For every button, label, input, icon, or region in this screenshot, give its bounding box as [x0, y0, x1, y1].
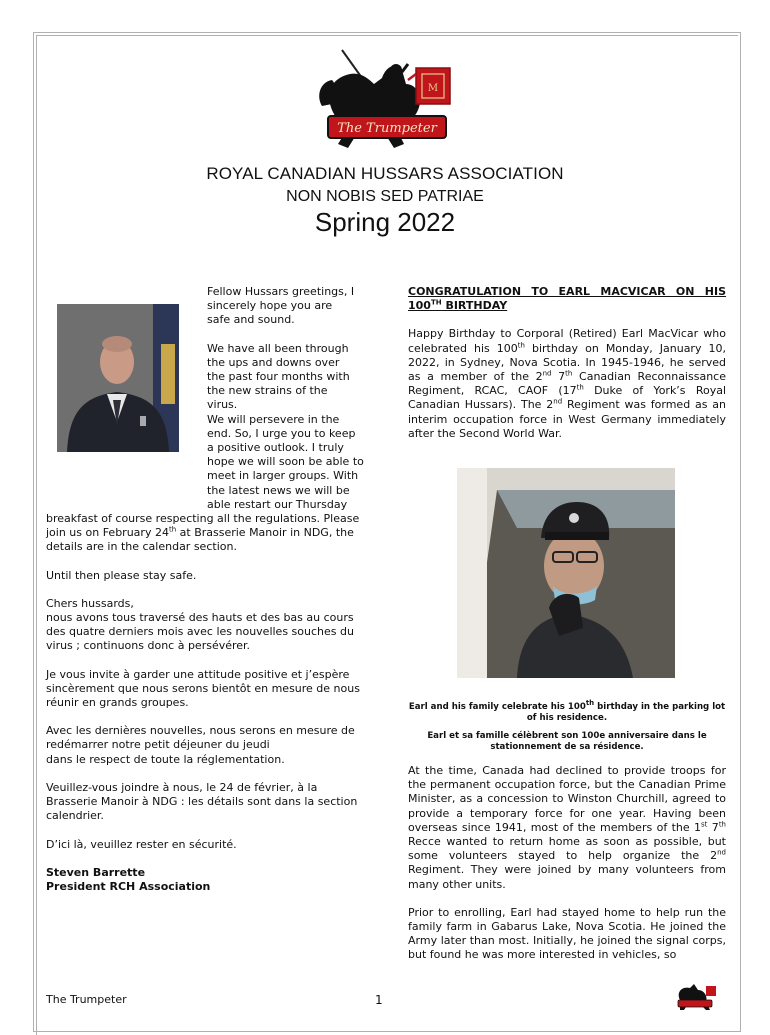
greeting-paragraph: Fellow Hussars greetings, I sincerely hope you are safe and sound. — [207, 285, 355, 327]
birthday-article-continued — [408, 764, 726, 963]
stay-safe-text: Until then please stay safe. — [46, 568, 197, 582]
french-paragraph-4: Veuillez-vous joindre à nous, le 24 de février, à la Brasserie Manoir à NDG : les détails sont dans la section calendrier. — [46, 780, 358, 823]
article-paragraph-1: Happy Birthday to Corporal (Retired) Earl MacVicar who celebrated his 100th birthday on Monday, January 10, 2022, in Sydney, Nova Scotia. In 1945-1946, he served as a member of the 2nd 7th Canadian Reconnaissance Regiment, RCAC, CAOF (17th Duke of York’s Royal Canadian Hussars). The 2nd Regiment was formed as an interim occupation force in West Germany immediately after the Second World War. — [408, 327, 726, 440]
photo-caption-french: Earl et sa famille célèbrent son 100e anniversaire dans le stationnement de sa résidence. — [427, 731, 707, 752]
french-paragraph-2: Je vous invite à garder une attitude positive et j’espère sincèrement que nous serons bientôt en mesure de nous réunir en grands groupes. — [46, 667, 360, 710]
president-message — [46, 285, 364, 894]
french-paragraph-5: D’ici là, veuillez rester en sécurité. — [46, 837, 237, 851]
french-paragraph-3: Avec les dernières nouvelles, nous serons en mesure de redémarrer notre petit déjeuner du jeudi dans le respect de toute la réglementation. — [46, 724, 355, 766]
svg-text:The Trumpeter: The Trumpeter — [337, 121, 437, 136]
photo-caption-english: Earl and his family celebrate his 100th birthday in the parking lot of his residence. — [408, 699, 726, 723]
french-paragraph-1: Chers hussards, nous avons tous traversé des hauts et des bas au cours des quatre derniers mois avec les nouvelles souches du virus ; continuons donc à persévérer. — [46, 596, 354, 653]
page-number: 1 — [375, 993, 383, 1007]
issue-title: Spring 2022 — [314, 207, 456, 237]
signature-title: President RCH Association — [46, 879, 211, 893]
article-paragraph-2: At the time, Canada had declined to provide troops for the permanent occupation force, but the Canadian Prime Minister, as a concession to Winston Churchill, agreed to provide a temporary force for one year. Having been overseas since 1941, most of the members of the 1st 7th Recce wanted to return home as soon as possible, but some volunteers stayed to help organize the 2nd Regiment. They were joined by many volunteers from many other units. — [408, 764, 726, 891]
org-name: ROYAL CANADIAN HUSSARS ASSOCIATION — [206, 164, 564, 183]
birthday-article — [408, 285, 726, 441]
article-title: CONGRATULATION TO EARL MACVICAR ON HIS 100TH BIRTHDAY — [408, 285, 726, 313]
motto: NON NOBIS SED PATRIAE — [286, 188, 484, 205]
virus-paragraph: We have all been through the ups and downs over the past four months with the new strains of the virus. — [207, 341, 350, 412]
trumpeter-logo — [304, 44, 464, 162]
signature-name: Steven Barrette — [46, 865, 146, 879]
footer-logo-icon — [672, 980, 720, 1012]
article-paragraph-3: Prior to enrolling, Earl had stayed home to help run the family farm in Gabarus Lake, Nova Scotia. He joined the Army later than most. Initially, he joined the signal corps, but found he was more interested in vehicles, so — [408, 905, 726, 962]
earl-photo — [457, 468, 675, 678]
footer-publication: The Trumpeter — [46, 993, 127, 1006]
persevere-paragraph: We will persevere in the end. So, I urge you to keep a positive outlook. I truly hope we will soon be able to meet in larger groups. With the latest news we will be able restart our Thursday breakfast of course respecting all the regulations. Please join us on February 24th at Brasserie Manoir in NDG, the details are in the calendar section. — [46, 412, 364, 554]
svg-text:M: M — [427, 83, 439, 94]
